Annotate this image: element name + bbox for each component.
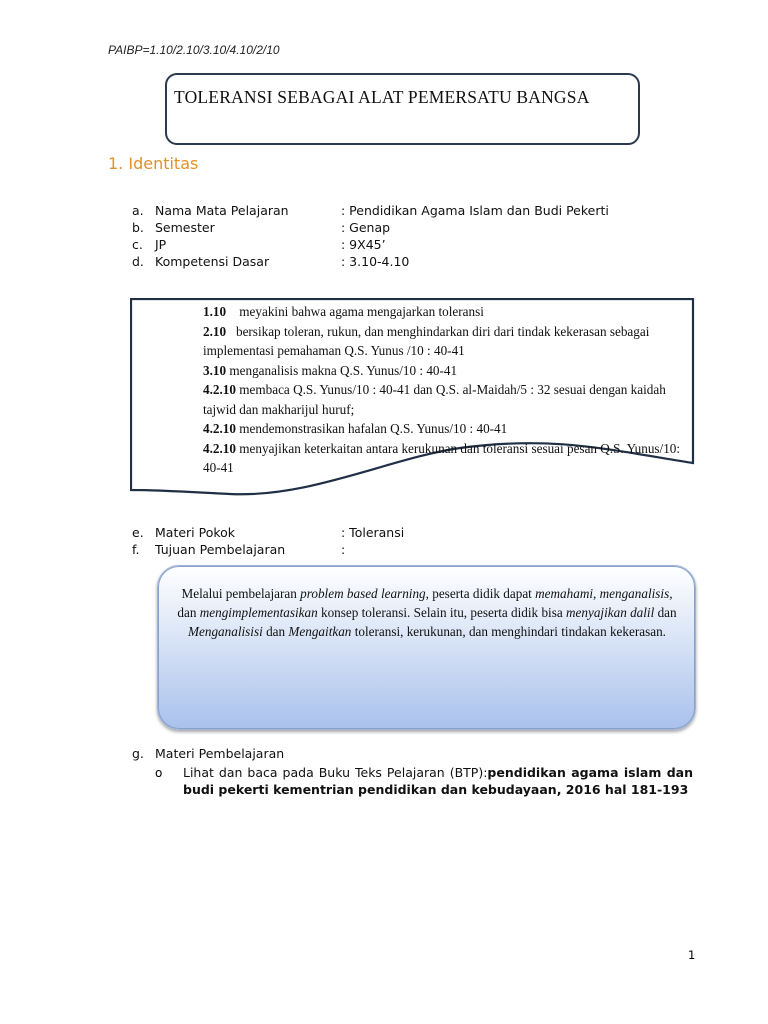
- row-marker: g.: [132, 746, 144, 761]
- row-label: JP: [155, 237, 167, 252]
- row-marker: e.: [132, 525, 144, 540]
- row-value: :: [341, 542, 346, 557]
- row-value: : Toleransi: [341, 525, 405, 540]
- competency-list: [203, 302, 687, 478]
- row-marker: a.: [132, 203, 144, 218]
- row-marker: c.: [132, 237, 143, 252]
- section-heading: 1. Identitas: [108, 154, 199, 173]
- document-code: PAIBP=1.10/2.10/3.10/4.10/2/10: [108, 43, 280, 57]
- competency-item: 4.2.10 mendemonstrasikan hafalan Q.S. Yunus/10 : 40-41: [203, 421, 508, 436]
- row-value: : 9X45’: [341, 237, 386, 252]
- competency-item: 3.10 menganalisis makna Q.S. Yunus/10 : 40-41: [203, 362, 458, 378]
- identity-row: [132, 525, 652, 543]
- row-value: : Genap: [341, 220, 391, 235]
- row-label: Materi Pokok: [155, 525, 236, 540]
- identity-row: [132, 254, 652, 272]
- page-title: TOLERANSI SEBAGAI ALAT PEMERSATU BANGSA: [174, 87, 590, 107]
- competency-item: 2.10 bersikap toleran, rukun, dan menghindarkan diri dari tindak kekerasan sebagai implementasi pemahaman Q.S. Yunus /10 : 40-41: [203, 323, 650, 358]
- identity-row: [132, 220, 652, 238]
- row-marker: f.: [132, 542, 140, 557]
- competency-item: 1.10 meyakini bahwa agama mengajarkan toleransi: [203, 304, 484, 319]
- identity-row: [132, 746, 652, 764]
- bullet-icon: o: [155, 766, 163, 780]
- identity-row: [132, 542, 652, 560]
- row-marker: b.: [132, 220, 144, 235]
- row-label: Nama Mata Pelajaran: [155, 203, 289, 218]
- row-label: Tujuan Pembelajaran: [155, 542, 286, 557]
- page-number: 1: [688, 948, 696, 962]
- row-value: : Pendidikan Agama Islam dan Budi Pekerti: [341, 203, 609, 218]
- identity-row: [132, 237, 652, 255]
- title-box: [165, 73, 640, 145]
- competency-item: 4.2.10 menyajikan keterkaitan antara kerukunan dan toleransi sesuai pesan Q.S. Yunus/10: 40-41: [203, 440, 681, 475]
- reference-item: Lihat dan baca pada Buku Teks Pelajaran (BTP):pendidikan agama islam dan budi pekerti kementrian pendidikan dan kebudayaan, 2016 hal 181-193: [183, 765, 693, 797]
- learning-objective-text: Melalui pembelajaran problem based learning, peserta didik dapat memahami, menganalisis, dan mengimplementasikan konsep toleransi. Selain itu, peserta didik bisa menyajikan dalil dan Menganalisisi dan Mengaitkan toleransi, kerukunan, dan menghindari tindakan kekerasan.: [177, 586, 677, 639]
- row-value: : 3.10-4.10: [341, 254, 410, 269]
- row-label: Kompetensi Dasar: [155, 254, 270, 269]
- row-label: Semester: [155, 220, 215, 235]
- competency-item: 4.2.10 membaca Q.S. Yunus/10 : 40-41 dan Q.S. al-Maidah/5 : 32 sesuai dengan kaidah tajwid dan makharijul huruf;: [203, 382, 666, 417]
- identity-row: [132, 203, 652, 221]
- row-marker: d.: [132, 254, 144, 269]
- row-label: Materi Pembelajaran: [155, 746, 285, 761]
